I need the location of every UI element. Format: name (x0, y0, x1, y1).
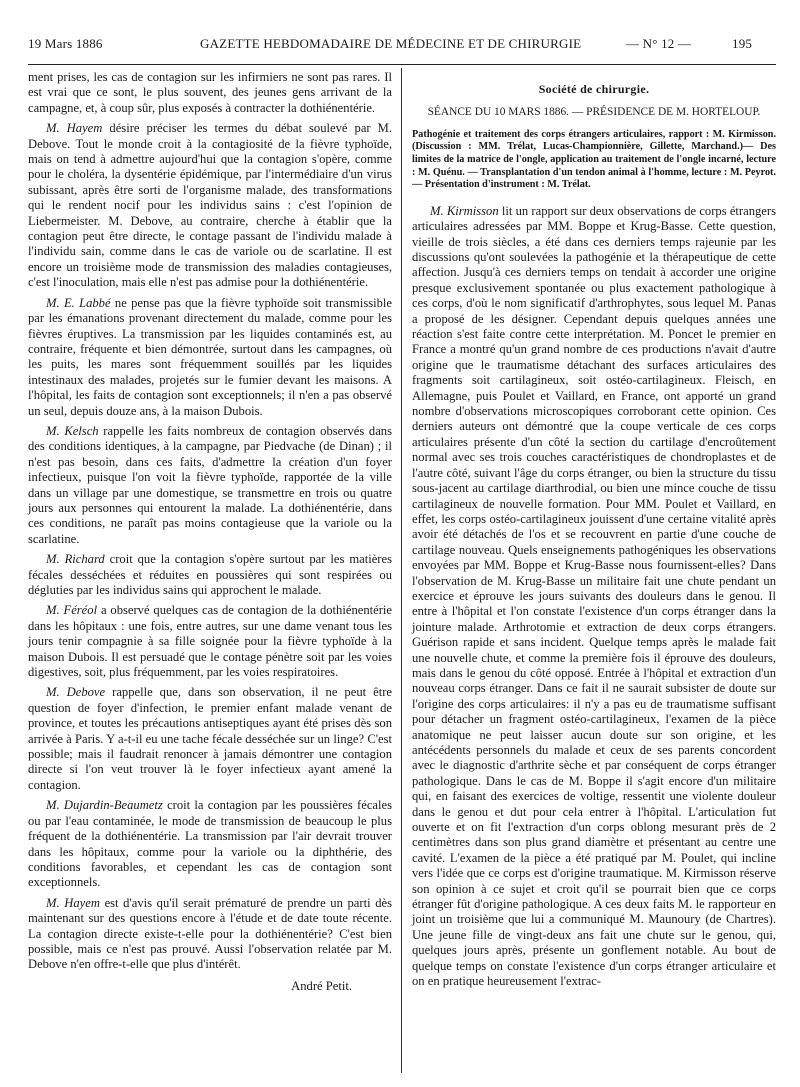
paragraph: M. E. Labbé ne pense pas que la fièvre typhoïde soit transmissible par les émanations provenant directement du malade, comme pour les fièvres éruptives. La transmission par les liquides contaminés est, au contraire, fréquente et bien démontrée, surtout dans les campagnes, où les puits, les mares sont fréquemment souillés par les liquides intestinaux des malades, projetés sur le fumier devant les maisons. A l'hôpital, les faits de contagion sont exceptionnels; il n'en a pas observé un seul, depuis douze ans, à la maison Dubois. (28, 295, 393, 418)
paragraph: M. Richard croit que la contagion s'opère surtout par les matières fécales desséchées et réduites en poussières qui sont respirées ou dégluties par les individus sains qui approchent le malade. (28, 552, 392, 597)
paragraph: M. Kirmisson lit un rapport sur deux observations de corps étrangers articulaires adressées par MM. Boppe et Krug-Basse. Cette question, vieille de trois siècles, a été dans ces derniers temps rajeunie par les discussions qu'ont soulevées la pathogénie et la thérapeutique de cette affection. Jusqu'à ces derniers temps on tendait à accorder une origine presque exclusivement spontanée ou plus exactement pathologique à ces corps, d'où le nom significatif d'arthrophytes, sous lequel M. Panas a proposé de les désigner. Cependant depuis quelques années une réaction s'est faite contre cette interprétation. M. Poncet le premier en France a montré qu'un grand nombre de ces productions n'avait d'autre origine que le traumatisme détachant des surfaces articulaires des fragments soit cartilagineux, soit ostéo-cartilagineux. Fleisch, en Allemagne, puis Poulet et Vaillard, en France, ont apporté un grand nombre d'observations microscopiques corroborant cette opinion. Ces derniers auteurs ont démontré que la coupe verticale de ces corps articulaires présente d'un côté la section du cartilage d'encroûtement normal avec ses trois couches caractéristiques de chondroplastes et de l'autre côté, suivant l'âge du corps étranger, ou bien la structure du tissu sous-jacent au cartilage diarthrodial, ou bien une mince couche de tissu cartilagineux de nouvelle formation. Pour MM. Poulet et Vaillard, en effet, les corps ostéo-cartilagineux jouissent d'une certaine vitalité après avoir été détachés de l'os et se recouvrent en partie d'une couche de cartilage nouveau. Quels enseignements pathogéniques les observations envoyées par MM. Boppe et Krug-Basse nous fournissent-elles? Dans l'observation de M. Krug-Basse un militaire fait une chute pendant un exercice et éprouve les jours suivants des douleurs dans le genou. Il entre à l'hôpital et l'on constate l'existence d'un corps étranger dans la jointure malade. Arthrotomie et extraction de deux corps étrangers. Guérison rapide et sans incident. Quelque temps après le malade fait une nouvelle chute, et comme la première fois il éprouve des douleurs, mais dans le genou du côté opposé. Entrée à l'hôpital et extraction d'un nouveau corps étranger. Dans ce fait il ne saurait subsister de doute sur l'origine des corps articulaires: il n'y a pas eu de traumatisme suffisant pour détacher un fragment ostéo-cartilagineux, l'examen de la pièce anatomique ne peut laisser aucun doute sur son origine, et les antécédents personnels du malade et ceux de ses parents concordent avec le diagnostic d'arthrite sèche et par conséquent de corps étranger pathologique. Dans le cas de M. Boppe il s'agit encore d'un militaire qui, en faisant des exercices de voltige, ressentit une violente douleur dans le genou et dut pour cela entrer à l'hôpital. L'articulation fut ouverte et on fit l'extraction d'un corps oblong mesurant près de 2 centimètres dans son plus grand diamètre et présentant au centre une cavité. L'examen de la pièce a été pratiqué par M. Poulet, qui incline vers l'idée que ce corps est d'origine traumatique. M. Kirmisson réserve son opinion à ce sujet et croit qu'il se pourrait bien que ce corps étranger fût d'origine pathologique. A ces deux faits M. le rapporteur en joint un troisième que lui a communiqué M. Maunoury (de Chartres). Une jeune fille de vingt-deux ans fait une chute sur le genou, qui, quelques jours après, présente un gonflement notable. Au bout de quelque temps on constate l'existence d'un corps étranger articulaire et on en pratique heureusement l'extrac- (412, 203, 776, 989)
speaker-name: M. Kirmisson (430, 203, 499, 218)
paragraph: M. Debove rappelle que, dans son observation, il ne peut être question de foyer d'infection, le premier enfant malade venant de province, et toutes les précautions antiseptiques ayant été prises dès son arrivée à Paris. Y a-t-il eu une tache fécale desséchée sur un linge? C'est possible; mais il faudrait renoncer à jamais démontrer une contagion directe si l'on veut trouver là le foyer infectieux ayant amené la contagion. (28, 685, 392, 792)
speaker-name: M. Féréol (46, 603, 98, 618)
speaker-name: M. Hayem (46, 895, 100, 910)
speaker-name: M. Kelsch (46, 423, 99, 438)
speaker-name: M. E. Labbé (46, 295, 111, 310)
paragraph: ment prises, les cas de contagion sur les infirmiers ne sont pas rares. Il est vrai que ce sont, le plus souvent, des jeunes gens arrivant de la campagne, et, à coup sûr, plus exposés à contracter la dothiénentérie. (28, 70, 392, 115)
issue-number: — N° 12 — (626, 36, 692, 51)
column-divider (401, 68, 402, 1073)
speaker-name: M. Richard (46, 552, 105, 567)
issue-date: 19 Mars 1886 (28, 36, 103, 51)
paragraph: M. Dujardin-Beaumetz croit la contagion par les poussières fécales ou par l'eau contaminée, le mode de transmission de beaucoup le plus fréquent de la dothiénentérie. La transmission par l'air devrait trouver dans les hôpitaux, comme pour la variole ou la diphthérie, des conditions favorables, et cependant les cas de contagion sont exceptionnels. (28, 798, 392, 890)
speaker-name: M. Debove (46, 685, 106, 700)
session-summary: Pathogénie et traitement des corps étrangers articulaires, rapport : M. Kirmisson. (Discussion : MM. Trélat, Lucas-Championnière, Gillette, Marchand.)— Des limites de la matrice de l'ongle, application au traitement de l'ongle incarné, lecture : M. Quénu. — Transplantation d'un tendon animal à l'homme, lecture : M. Peyrot. — Présentation d'instrument : M. Trélat. (412, 128, 776, 191)
speaker-name: M. Hayem (46, 121, 103, 136)
left-column (28, 70, 392, 994)
speaker-name: M. Dujardin-Beaumetz (46, 798, 163, 813)
session-line: SÉANCE DU 10 MARS 1886. — PRÉSIDENCE DE M. HORTELOUP. (427, 106, 761, 119)
header-rule (28, 64, 776, 65)
paragraph: M. Hayem est d'avis qu'il serait prématuré de prendre un parti dès maintenant sur des questions encore à l'étude et de date toute récente. La contagion directe existe-t-elle pour la dothiénentérie? C'est bien possible, mais ce n'est pas prouvé. Aussi l'observation relatée par M. Debove n'en offre-t-elle que plus d'intérêt. (28, 895, 392, 972)
running-header (28, 36, 776, 58)
section-heading: Société de chirurgie. (538, 82, 650, 96)
paragraph: M. Féréol a observé quelques cas de contagion de la dothiénentérie dans les hôpitaux : une fois, entre autres, sur une dame venant tous les jours tenir compagnie à sa fille soignée pour la fièvre typhoïde à la maison Dubois. Il est persuadé que le contage pénètre soit par les voies digestives, soit, plus fréquemment, par les voies respiratoires. (28, 603, 392, 680)
right-column (412, 70, 776, 995)
paragraph: M. Hayem désire préciser les termes du débat soulevé par M. Debove. Tout le monde croit à la contagiosité de la fièvre typhoïde, mais on tend à admettre aujourd'hui que la contagion s'opère, comme pour le choléra, la dysentérie épidémique, par l'intermédiaire d'un virus subissant, après être sorti de l'organisme malade, des transformations qui le rendent nocif pour les individus sains : c'est l'opinion de Liebermeister. M. Debove, au contraire, cherche à établir que la contagion peut être directe, le contage passant de l'individu malade à l'individu sain, comme dans le cas de variole ou de scarlatine. Il est encore un troisième mode de transmission des maladies contagieuses, c'est l'inoculation, mais elle n'est pas admise pour la dothiénentérie. (28, 121, 392, 290)
journal-title: GAZETTE HEBDOMADAIRE DE MÉDECINE ET DE CHIRURGIE (200, 36, 582, 51)
author-signature: André Petit. (291, 978, 352, 993)
page-number: 195 (732, 36, 753, 51)
paragraph: M. Kelsch rappelle les faits nombreux de contagion observés dans des conditions identiques, à la campagne, par Piedvache (de Dinan) ; il n'est pas besoin, dans ces faits, d'admettre la création d'un foyer infectieux, puisque l'on voit la fièvre typhoïde, rapportée de la ville dans un village par une domestique, se transmettre en trois ou quatre jours aux personnes qui entourent la malade. La dothiénentérie, dans ces conditions, ne paraît pas moins contagieuse que la variole ou la scarlatine. (28, 423, 392, 546)
